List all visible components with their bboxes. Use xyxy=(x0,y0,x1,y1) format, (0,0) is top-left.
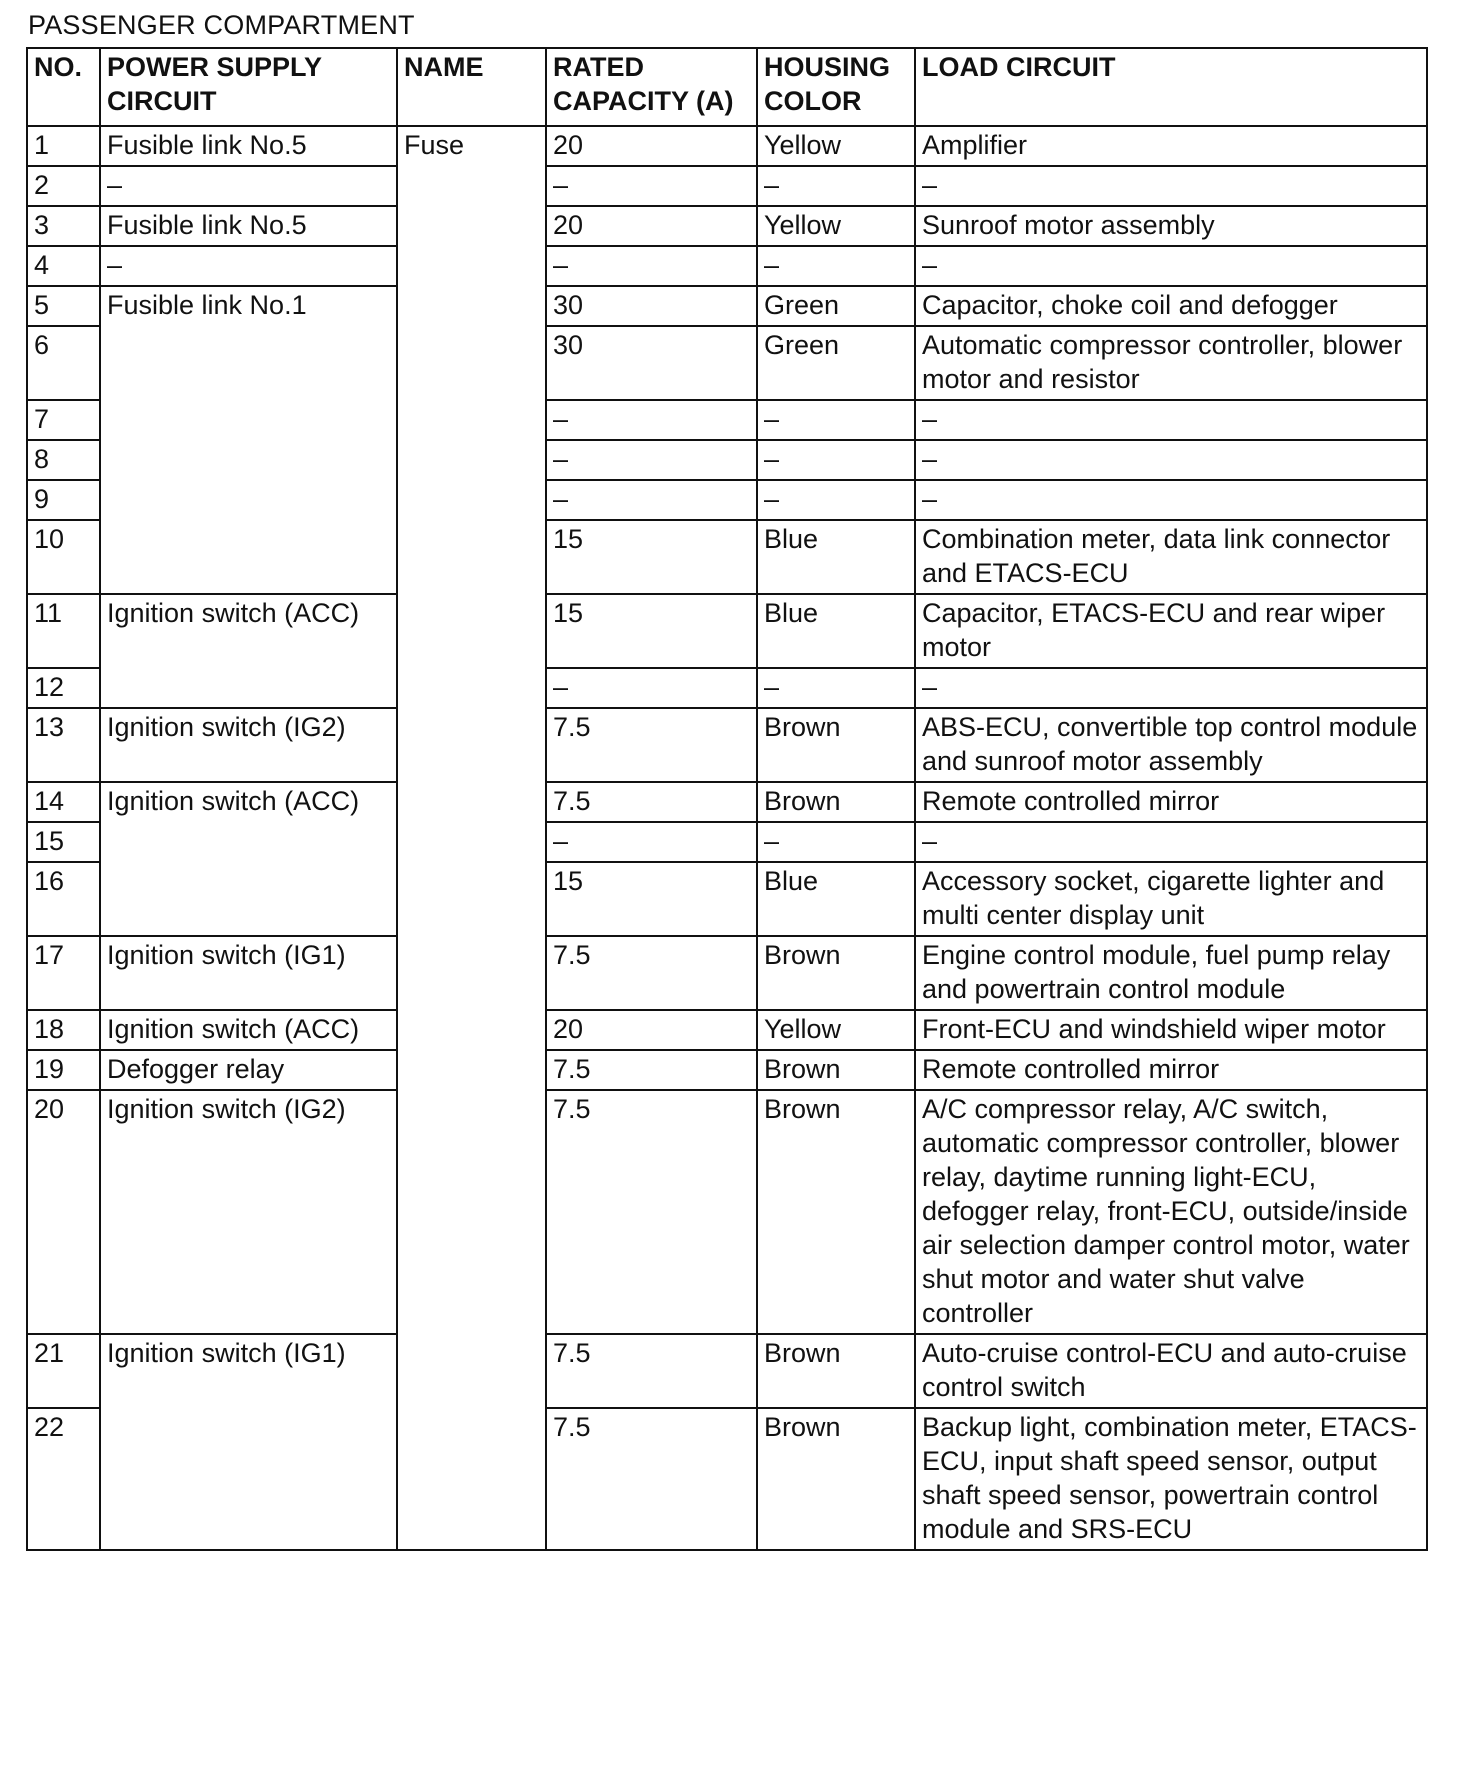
header-power-supply-circuit: POWER SUPPLY CIRCUIT xyxy=(100,48,397,126)
fuse-number-cell: 19 xyxy=(27,1050,100,1090)
load-circuit-cell: Backup light, combination meter, ETACS-ECU, input shaft speed sensor, output shaft speed sensor, powertrain control module and SRS-ECU xyxy=(915,1408,1427,1550)
housing-color-cell: Yellow xyxy=(757,1010,915,1050)
table-row xyxy=(27,594,1427,668)
table-row xyxy=(27,1090,1427,1334)
fuse-number-cell: 12 xyxy=(27,668,100,708)
load-circuit-cell: Engine control module, fuel pump relay and powertrain control module xyxy=(915,936,1427,1010)
rated-capacity-cell: 7.5 xyxy=(546,1050,757,1090)
housing-color-cell: Blue xyxy=(757,520,915,594)
page-title: PASSENGER COMPARTMENT xyxy=(28,10,415,40)
fuse-number-cell: 20 xyxy=(27,1090,100,1334)
housing-color-cell: Brown xyxy=(757,936,915,1010)
table-row xyxy=(27,286,1427,326)
header-load-circuit: LOAD CIRCUIT xyxy=(915,48,1427,126)
load-circuit-cell: ABS-ECU, convertible top control module and sunroof motor assembly xyxy=(915,708,1427,782)
power-supply-cell: – xyxy=(100,246,397,286)
rated-capacity-cell: – xyxy=(546,246,757,286)
load-circuit-cell: Sunroof motor assembly xyxy=(915,206,1427,246)
power-supply-cell: – xyxy=(100,166,397,206)
fuse-number-cell: 11 xyxy=(27,594,100,668)
rated-capacity-cell: – xyxy=(546,166,757,206)
table-row xyxy=(27,1050,1427,1090)
housing-color-cell: Green xyxy=(757,326,915,400)
load-circuit-cell: – xyxy=(915,822,1427,862)
load-circuit-cell: Accessory socket, cigarette lighter and multi center display unit xyxy=(915,862,1427,936)
table-row xyxy=(27,1010,1427,1050)
load-circuit-cell: Capacitor, choke coil and defogger xyxy=(915,286,1427,326)
rated-capacity-cell: 20 xyxy=(546,206,757,246)
housing-color-cell: Brown xyxy=(757,1408,915,1550)
power-supply-cell: Fusible link No.5 xyxy=(100,206,397,246)
fuse-number-cell: 15 xyxy=(27,822,100,862)
power-supply-cell: Ignition switch (ACC) xyxy=(100,594,397,708)
fuse-number-cell: 13 xyxy=(27,708,100,782)
housing-color-cell: Blue xyxy=(757,862,915,936)
rated-capacity-cell: 20 xyxy=(546,126,757,166)
power-supply-cell: Ignition switch (IG2) xyxy=(100,1090,397,1334)
load-circuit-cell: – xyxy=(915,668,1427,708)
table-row xyxy=(27,126,1427,166)
table-row xyxy=(27,708,1427,782)
housing-color-cell: Yellow xyxy=(757,126,915,166)
header-rated-capacity: RATED CAPACITY (A) xyxy=(546,48,757,126)
table-row xyxy=(27,782,1427,822)
rated-capacity-cell: – xyxy=(546,440,757,480)
load-circuit-cell: Remote controlled mirror xyxy=(915,1050,1427,1090)
table-row xyxy=(27,246,1427,286)
housing-color-cell: Brown xyxy=(757,1090,915,1334)
table-row xyxy=(27,206,1427,246)
rated-capacity-cell: 7.5 xyxy=(546,782,757,822)
load-circuit-cell: Automatic compressor controller, blower motor and resistor xyxy=(915,326,1427,400)
housing-color-cell: – xyxy=(757,440,915,480)
table-row xyxy=(27,936,1427,1010)
table-row xyxy=(27,166,1427,206)
power-supply-cell: Ignition switch (IG2) xyxy=(100,708,397,782)
fuse-number-cell: 21 xyxy=(27,1334,100,1408)
header-name: NAME xyxy=(397,48,546,126)
power-supply-cell: Fusible link No.5 xyxy=(100,126,397,166)
rated-capacity-cell: 30 xyxy=(546,286,757,326)
fuse-number-cell: 5 xyxy=(27,286,100,326)
rated-capacity-cell: 15 xyxy=(546,862,757,936)
housing-color-cell: Brown xyxy=(757,1050,915,1090)
rated-capacity-cell: 30 xyxy=(546,326,757,400)
load-circuit-cell: A/C compressor relay, A/C switch, automatic compressor controller, blower relay, daytime running light-ECU, defogger relay, front-ECU, outside/inside air selection damper control motor, water shut motor and water shut valve controller xyxy=(915,1090,1427,1334)
power-supply-cell: Defogger relay xyxy=(100,1050,397,1090)
load-circuit-cell: Front-ECU and windshield wiper motor xyxy=(915,1010,1427,1050)
table-row xyxy=(27,1334,1427,1408)
power-supply-cell: Ignition switch (IG1) xyxy=(100,1334,397,1550)
load-circuit-cell: Combination meter, data link connector and ETACS-ECU xyxy=(915,520,1427,594)
rated-capacity-cell: 15 xyxy=(546,520,757,594)
rated-capacity-cell: – xyxy=(546,822,757,862)
fuse-number-cell: 4 xyxy=(27,246,100,286)
rated-capacity-cell: 7.5 xyxy=(546,708,757,782)
fuse-number-cell: 9 xyxy=(27,480,100,520)
housing-color-cell: – xyxy=(757,166,915,206)
housing-color-cell: Brown xyxy=(757,1334,915,1408)
housing-color-cell: – xyxy=(757,822,915,862)
housing-color-cell: Brown xyxy=(757,782,915,822)
housing-color-cell: – xyxy=(757,480,915,520)
fuse-number-cell: 6 xyxy=(27,326,100,400)
rated-capacity-cell: 7.5 xyxy=(546,1408,757,1550)
power-supply-cell: Ignition switch (ACC) xyxy=(100,782,397,936)
rated-capacity-cell: 7.5 xyxy=(546,1090,757,1334)
power-supply-cell: Ignition switch (ACC) xyxy=(100,1010,397,1050)
housing-color-cell: – xyxy=(757,246,915,286)
fuse-number-cell: 17 xyxy=(27,936,100,1010)
fuse-number-cell: 2 xyxy=(27,166,100,206)
housing-color-cell: – xyxy=(757,668,915,708)
fuse-number-cell: 22 xyxy=(27,1408,100,1550)
fuse-number-cell: 14 xyxy=(27,782,100,822)
table-header-row xyxy=(27,48,1427,126)
fuse-number-cell: 7 xyxy=(27,400,100,440)
rated-capacity-cell: – xyxy=(546,480,757,520)
header-no: NO. xyxy=(27,48,100,126)
housing-color-cell: Brown xyxy=(757,708,915,782)
fuse-number-cell: 1 xyxy=(27,126,100,166)
fuse-number-cell: 16 xyxy=(27,862,100,936)
rated-capacity-cell: 15 xyxy=(546,594,757,668)
rated-capacity-cell: 20 xyxy=(546,1010,757,1050)
fuse-number-cell: 3 xyxy=(27,206,100,246)
rated-capacity-cell: – xyxy=(546,668,757,708)
load-circuit-cell: – xyxy=(915,440,1427,480)
header-housing-color: HOUSING COLOR xyxy=(757,48,915,126)
load-circuit-cell: Auto-cruise control-ECU and auto-cruise control switch xyxy=(915,1334,1427,1408)
rated-capacity-cell: 7.5 xyxy=(546,1334,757,1408)
fuse-number-cell: 8 xyxy=(27,440,100,480)
fuse-number-cell: 18 xyxy=(27,1010,100,1050)
fuse-table-body xyxy=(27,126,1427,1550)
load-circuit-cell: Remote controlled mirror xyxy=(915,782,1427,822)
load-circuit-cell: Capacitor, ETACS-ECU and rear wiper motor xyxy=(915,594,1427,668)
power-supply-cell: Fusible link No.1 xyxy=(100,286,397,594)
power-supply-cell: Ignition switch (IG1) xyxy=(100,936,397,1010)
load-circuit-cell: Amplifier xyxy=(915,126,1427,166)
housing-color-cell: Yellow xyxy=(757,206,915,246)
fuse-number-cell: 10 xyxy=(27,520,100,594)
load-circuit-cell: – xyxy=(915,400,1427,440)
load-circuit-cell: – xyxy=(915,246,1427,286)
rated-capacity-cell: 7.5 xyxy=(546,936,757,1010)
name-cell: Fuse xyxy=(397,126,546,1550)
load-circuit-cell: – xyxy=(915,166,1427,206)
rated-capacity-cell: – xyxy=(546,400,757,440)
housing-color-cell: – xyxy=(757,400,915,440)
load-circuit-cell: – xyxy=(915,480,1427,520)
housing-color-cell: Blue xyxy=(757,594,915,668)
housing-color-cell: Green xyxy=(757,286,915,326)
fuse-table xyxy=(26,47,1428,1551)
